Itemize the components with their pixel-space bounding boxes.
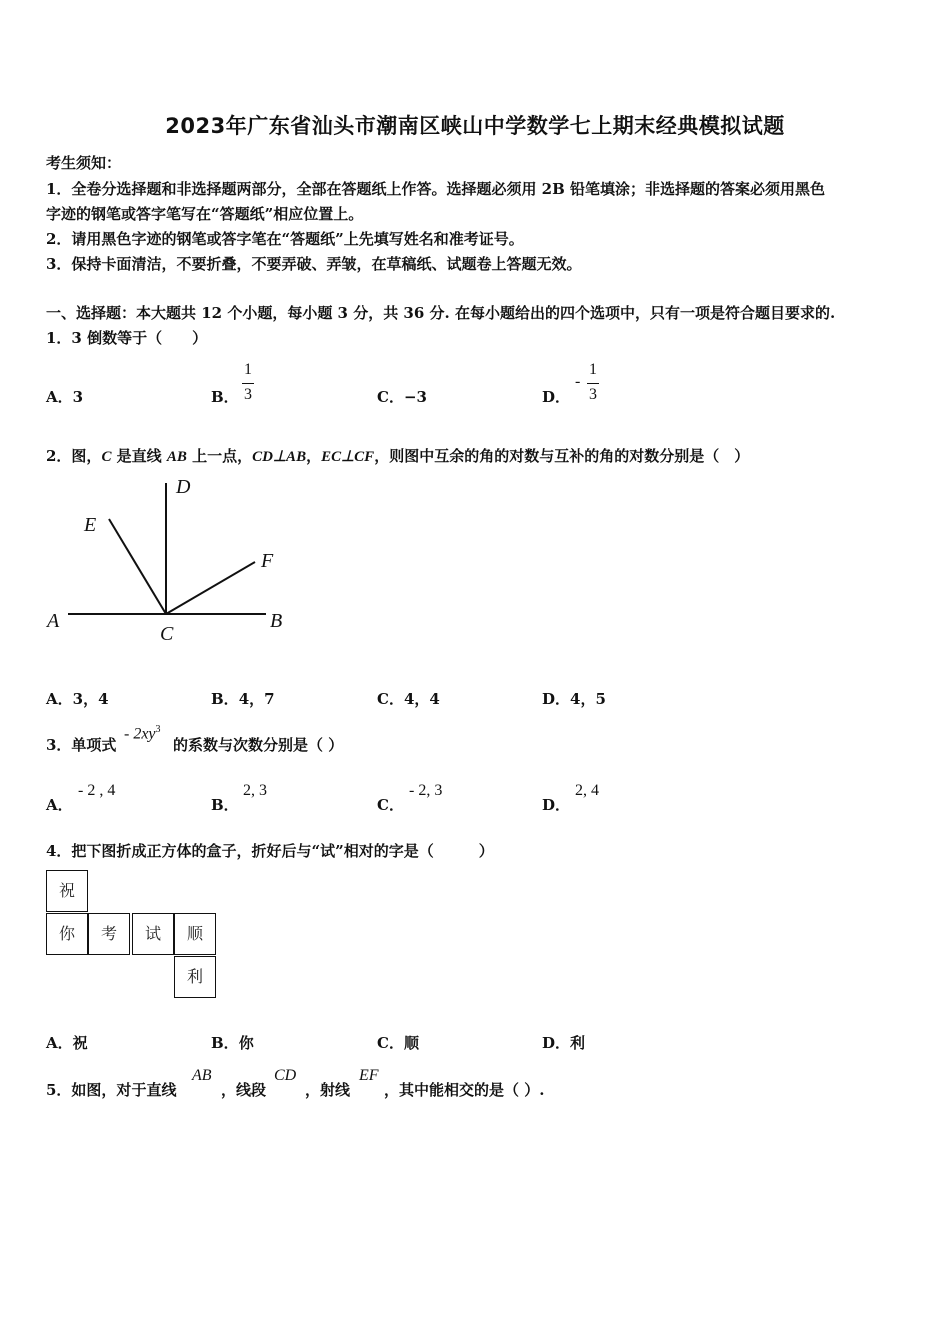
q1-option-c: C．−3 [377, 388, 427, 406]
q1-option-a: A．3 [46, 388, 84, 406]
q3-stem-pre: 3．单项式 [46, 736, 117, 754]
q1-d-sign: - [575, 373, 581, 390]
q5-line-ab: AB [192, 1067, 212, 1084]
q1-option-b-label: B． [211, 388, 239, 406]
q2-option-a: A．3，4 [46, 690, 109, 708]
ray-cf [166, 562, 255, 614]
q2-option-b: B．4，7 [211, 690, 275, 708]
notice-line-3: 3．保持卡面清洁，不要折叠，不要弄破、弄皱，在草稿纸、试题卷上答题无效。 [46, 255, 582, 273]
point-label-f: F [261, 550, 274, 572]
q4-option-c: C．顺 [377, 1034, 419, 1052]
q3-option-a-label: A． [46, 796, 73, 814]
net-cell-ni: 你 [46, 913, 88, 955]
q5-text-4: ，其中能相交的是（ ）. [384, 1081, 545, 1099]
q5-text-3: ，射线 [305, 1081, 351, 1099]
q4-option-d: D．利 [542, 1034, 586, 1052]
q3-option-d: 2, 4 [575, 782, 599, 799]
q4-option-a: A．祝 [46, 1034, 88, 1052]
q1-option-d-label: D． [542, 388, 571, 406]
q1-b-denominator: 3 [244, 386, 252, 403]
q1-b-fraction-bar [242, 383, 254, 384]
q5-text-1: 5．如图，对于直线 [46, 1081, 177, 1099]
point-label-a: A [47, 610, 60, 632]
q2-option-d: D．4，5 [542, 690, 606, 708]
q3-option-b-label: B． [211, 796, 239, 814]
q1-d-fraction-bar [587, 383, 599, 384]
point-label-c: C [160, 623, 174, 645]
q2-stem: 2．图，C 是直线 AB 上一点，CD⊥AB，EC⊥CF，则图中互余的角的对数与互补的角的对数分别是（ ） [46, 447, 750, 465]
q3-option-d-label: D． [542, 796, 571, 814]
q1-d-numerator: 1 [589, 361, 597, 378]
net-cell-zhu: 祝 [46, 870, 88, 912]
q5-segment-cd: CD [274, 1067, 297, 1084]
q1-d-denominator: 3 [589, 386, 597, 403]
net-cell-shun: 顺 [174, 913, 216, 955]
q3-option-c-label: C． [377, 796, 404, 814]
notice-line-1b: 字迹的钢笔或答字笔写在“答题纸”相应位置上。 [46, 205, 364, 223]
net-cell-li: 利 [174, 956, 216, 998]
ray-ce [109, 519, 166, 614]
notice-heading: 考生须知： [46, 154, 122, 172]
net-cell-shi: 试 [132, 913, 174, 955]
q3-option-a: - 2 , 4 [78, 782, 116, 799]
q2-option-c: C．4，4 [377, 690, 440, 708]
point-label-b: B [270, 610, 283, 632]
notice-line-2: 2．请用黑色字迹的钢笔或答字笔在“答题纸”上先填写姓名和准考证号。 [46, 230, 524, 248]
q3-stem-post: 的系数与次数分别是（ ） [173, 736, 344, 754]
point-label-e: E [84, 514, 97, 536]
q3-expression: - $2xy^3$ [124, 724, 161, 743]
q4-option-b: B．你 [211, 1034, 254, 1052]
q1-stem: 1．3 倒数等于（ ） [46, 329, 208, 347]
notice-line-1a: 1．全卷分选择题和非选择题两部分，全部在答题纸上作答。选择题必须用 2B 铅笔填涂；非选择题的答案必须用黑色 [46, 180, 826, 198]
q3-option-b: 2, 3 [243, 782, 267, 799]
net-cell-kao: 考 [88, 913, 130, 955]
section-heading: 一、选择题：本大题共 12 个小题，每小题 3 分，共 36 分. 在每小题给出的四个选项中，只有一项是符合题目要求的. [46, 304, 836, 322]
q3-option-c: - 2, 3 [409, 782, 443, 799]
page-title: 2023年广东省汕头市潮南区峡山中学数学七上期末经典模拟试题 [165, 114, 785, 138]
q1-b-numerator: 1 [244, 361, 252, 378]
point-label-d: D [176, 476, 191, 498]
q5-ray-ef: EF [359, 1067, 379, 1084]
q5-text-2: ，线段 [221, 1081, 267, 1099]
q4-stem: 4．把下图折成正方体的盒子，折好后与“试”相对的字是（ ） [46, 842, 494, 860]
